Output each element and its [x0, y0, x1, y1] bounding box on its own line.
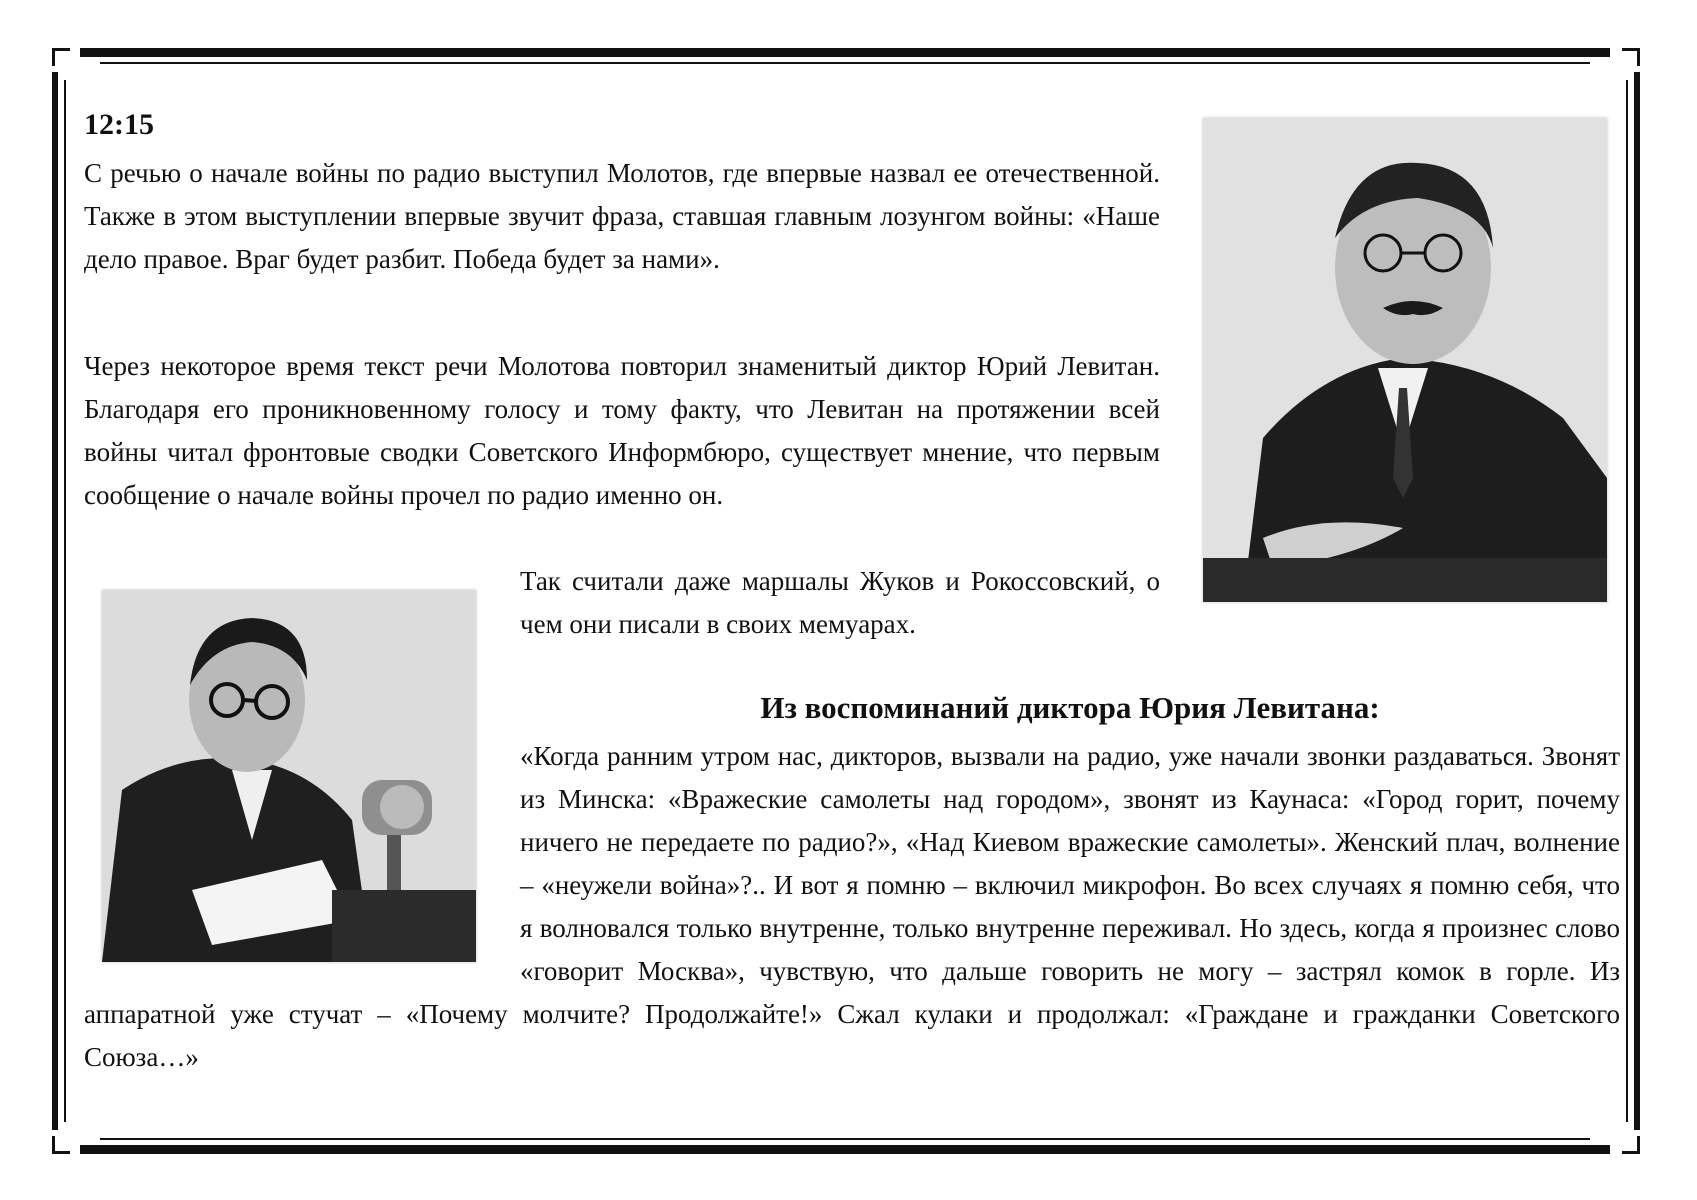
- frame-corner: [1622, 48, 1640, 66]
- frame-top-thin: [100, 62, 1590, 64]
- frame-corner: [52, 48, 70, 66]
- paragraph-molotov-speech: С речью о начале войны по радио выступил Молотов, где впервые назвал ее отечественной. Также в этом выступлении впервые звучит фраза, ставшая главным лозунгом войны: «Наше дело правое. Враг будет разбит. Победа будет за нами».: [84, 158, 1160, 274]
- frame-right-thin: [1626, 80, 1628, 1122]
- frame-left-thick: [52, 72, 58, 1130]
- frame-corner: [52, 1136, 70, 1154]
- memoir-quote: «Когда ранним утром нас, дикторов, вызвали на радио, уже начали звонки раздаваться. Звонят из Минска: «Вражеские самолеты над городом», звонят из Каунаса: «Город горит, почему ничего не передаете по радио?», «Над Киевом вражеские самолеты». Женский плач, волнение – «неужели война»?.. И вот я помню – включил микрофон. Во всех случаях я помню себя, что я волновался только внутренне, только внутренне переживал. Но здесь, когда я произнес слово «говорит Москва», чувствую, что дальше говорить не могу – застрял комок в горле. Из аппаратной уже стучат – «Почему молчите? Продолжайте!» Сжал кулаки и продолжал: «Граждане и гражданки Советского Союза…»: [84, 741, 1620, 1072]
- paragraph-levitan: Через некоторое время текст речи Молотова повторил знаменитый диктор Юрий Левитан. Благодаря его проникновенному голосу и тому факту, что Левитан на протяжении всей войны читал фронтовые сводки Советского Информбюро, существует мнение, что первым сообщение о начале войны прочел по радио именно он.: [84, 351, 1160, 510]
- paragraph-marshals: Так считали даже маршалы Жуков и Рокоссовский, о чем они писали в своих мемуарах.: [520, 566, 1160, 639]
- frame-left-thin: [64, 80, 66, 1122]
- time-heading: 12:15: [84, 108, 154, 141]
- memoir-heading: Из воспоминаний диктора Юрия Левитана:: [760, 690, 1380, 725]
- levitan-photo: [102, 590, 476, 962]
- frame-corner: [1622, 1136, 1640, 1154]
- frame-top-thick: [80, 48, 1610, 57]
- frame-right-thick: [1634, 72, 1640, 1130]
- frame-bottom-thin: [100, 1138, 1590, 1140]
- molotov-photo: [1203, 118, 1607, 602]
- frame-bottom-thick: [80, 1145, 1610, 1154]
